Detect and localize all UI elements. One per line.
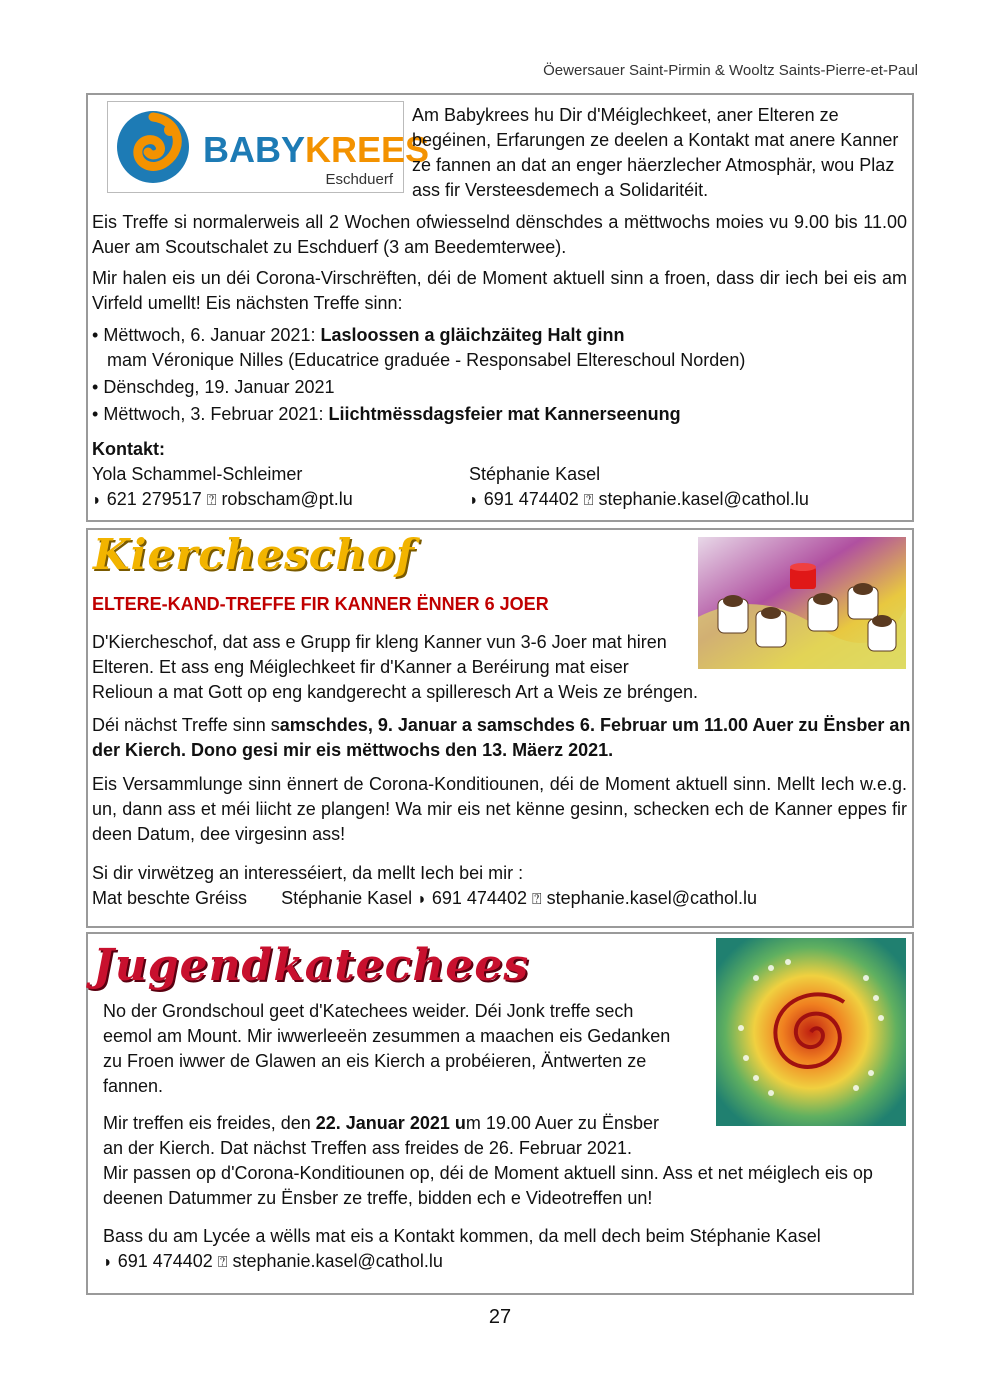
phone-icon: ◗: [469, 492, 479, 509]
babykrees-intro-line-1: Am Babykrees hu Dir d'Méiglechkeet, aner Elteren ze: [412, 105, 839, 125]
meeting-time: m 19.00 Auer zu Ënsber: [465, 1113, 659, 1133]
babykrees-intro-line-4: ass fir Versteesdemech a Solidaritéit.: [412, 180, 709, 200]
mail-icon: ⍰: [206, 492, 217, 509]
jugendkatechees-meeting-line-2: an der Kierch. Dat nächst Treffen ass freides de 26. Februar 2021.: [103, 1138, 632, 1158]
greeting: Mat beschte Gréiss: [92, 888, 248, 908]
svg-text:Eschduerf: Eschduerf: [325, 171, 393, 188]
svg-text:BABYKREES: BABYKREES: [203, 129, 430, 170]
kiercheschof-contact-line: [92, 886, 757, 912]
kiercheschof-photo: [698, 537, 906, 669]
meeting-date: 22. Januar 2021 u: [315, 1113, 466, 1133]
phone-icon: ◗: [103, 1254, 113, 1271]
jugendkatechees-title: Jugendkatechees: [93, 940, 530, 991]
list-item: [92, 323, 625, 348]
mail-icon: ⍰: [217, 1254, 228, 1271]
babykrees-intro-line-3: ze fannen an dat an enger häerzlecher Atmosphär, wou Plaz: [412, 155, 895, 175]
kiercheschof-corona-paragraph: Eis Versammlunge sinn ënnert de Corona-Konditiounen, déi de Moment aktuell sinn. Mellt Iech w.e.g. un, dann ass et méi liicht ze plangen! Wa mir eis net kënne gesinn, schecken ech de Kanner eppes fir deen Datum, dee virgesinn ass!: [92, 774, 907, 844]
phone-number: 621 279517: [106, 489, 202, 509]
jugendkatechees-p1-line-3: zu Froen iwwer de Glawen an eis Kierch a probéieren, Äntwerten ze: [103, 1051, 647, 1071]
kiercheschof-p1-line-2: Elteren. Et ass eng Méiglechkeet fir d'Kanner a Beréirung mat eiser: [92, 657, 629, 677]
babykrees-logo: [107, 101, 430, 193]
contact-line-1: [92, 487, 353, 513]
kiercheschof-interest-line: Si dir virwëtzeg an interesséiert, da mellt Iech bei mir :: [92, 863, 524, 883]
phone-number: 691 474402: [483, 489, 579, 509]
babykrees-intro-line-2: begéinen, Erfarungen ze deelen a Kontakt mat anere Kanner: [412, 130, 899, 150]
babykrees-corona-paragraph: Mir halen eis un déi Corona-Virschrëften, déi de Moment aktuell sinn a froen, dass dir iech bei eis am Virfeld umellt! Eis nächsten Treffe sinn:: [92, 268, 907, 313]
jugendkatechees-p1-line-4: fannen.: [103, 1076, 164, 1096]
phone-number: 691 474402: [117, 1251, 213, 1271]
jugendkatechees-meeting-line-1: [103, 1111, 659, 1136]
kiercheschof-next-meeting-line-2: der Kierch. Dono gesi mir eis mëttwochs den 13. Mäerz 2021.: [92, 740, 614, 760]
jugendkatechees-photo: [716, 938, 906, 1126]
kiercheschof-p1-line-1: D'Kiercheschof, dat ass e Grupp fir kleng Kanner vun 3-6 Joer mat hiren: [92, 632, 667, 652]
email-address[interactable]: stephanie.kasel@cathol.lu: [232, 1251, 443, 1271]
bullet: •: [92, 325, 99, 345]
event-title: Liichtmëssdagsfeier mat Kannerseenung: [328, 404, 681, 424]
list-item: [92, 402, 681, 427]
babykrees-schedule-paragraph: Eis Treffe si normalerweis all 2 Wochen ofwiesselnd dënschdes a mëttwochs moies vu 9.00 bis 11.00 Auer am Scoutschalet zu Eschduerf (3 am Beedemterwee).: [92, 212, 907, 257]
babykrees-logo-graphic: [108, 102, 430, 192]
bullet: •: [92, 404, 99, 424]
meeting-intro: Mir treffen eis freides, den: [103, 1113, 316, 1133]
email-address[interactable]: robscham@pt.lu: [221, 489, 353, 509]
mail-icon: ⍰: [583, 492, 594, 509]
event-date: Dënschdeg, 19. Januar 2021: [103, 377, 335, 397]
kiercheschof-p1-line-3: Relioun a mat Gott op eng kandgerecht a spilleresch Art a Weis ze bréngen.: [92, 682, 699, 702]
kiercheschof-subtitle: ELTERE-KAND-TREFFE FIR KANNER ËNNER 6 JOER: [92, 594, 549, 614]
event-title: Lasloossen a gläichzäiteg Halt ginn: [320, 325, 625, 345]
list-item: [92, 375, 335, 400]
phone-number: 691 474402: [431, 888, 527, 908]
contact-line-2: [469, 487, 809, 513]
meeting-intro: Déi nächst Treffe sinn s: [92, 715, 280, 735]
event-date: Mëttwoch, 6. Januar 2021:: [103, 325, 321, 345]
contact-label: Kontakt:: [92, 439, 165, 459]
meeting-dates: amschdes, 9. Januar a samschdes 6. Februar um 11.00 Auer zu Ënsber an: [279, 715, 911, 735]
mail-icon: ⍰: [532, 891, 542, 908]
email-address[interactable]: stephanie.kasel@cathol.lu: [598, 489, 809, 509]
email-address[interactable]: stephanie.kasel@cathol.lu: [546, 888, 758, 908]
kiercheschof-next-meeting: [92, 713, 910, 738]
kiercheschof-title: Kiercheschof: [93, 530, 415, 579]
contact-name-2: Stéphanie Kasel: [469, 464, 601, 484]
contact-name: Stéphanie Kasel: [281, 888, 413, 908]
bullet: •: [92, 377, 99, 397]
contact-name-1: Yola Schammel-Schleimer: [92, 464, 303, 484]
jugendkatechees-p1-line-1: No der Grondschoul geet d'Katechees weider. Déi Jonk treffe sech: [103, 1001, 634, 1021]
phone-icon: ◗: [92, 492, 102, 509]
jugendkatechees-meeting-line-4: deenen Datummer zu Ënsber ze treffe, bidden ech e Videotreffen un!: [103, 1188, 653, 1208]
phone-icon: ◗: [417, 891, 427, 908]
event-subtitle: mam Véronique Nilles (Educatrice graduée - Responsabel Eltereschoul Norden): [107, 350, 746, 370]
page-header: Öewersauer Saint-Pirmin & Wooltz Saints-Pierre-et-Paul: [543, 62, 918, 79]
jugendkatechees-contact-line: [103, 1249, 443, 1275]
jugendkatechees-contact-intro: Bass du am Lycée a wëlls mat eis a Kontakt kommen, da mell dech beim Stéphanie Kasel: [103, 1226, 821, 1246]
page-number: 27: [488, 1306, 512, 1328]
jugendkatechees-meeting-line-3: Mir passen op d'Corona-Konditiounen op, déi de Moment aktuell sinn. Ass et net méiglech eis op: [103, 1163, 873, 1183]
event-date: Mëttwoch, 3. Februar 2021:: [103, 404, 329, 424]
jugendkatechees-p1-line-2: eemol am Mount. Mir iwwerleeën zesummen a maachen eis Gedanken: [103, 1026, 671, 1046]
